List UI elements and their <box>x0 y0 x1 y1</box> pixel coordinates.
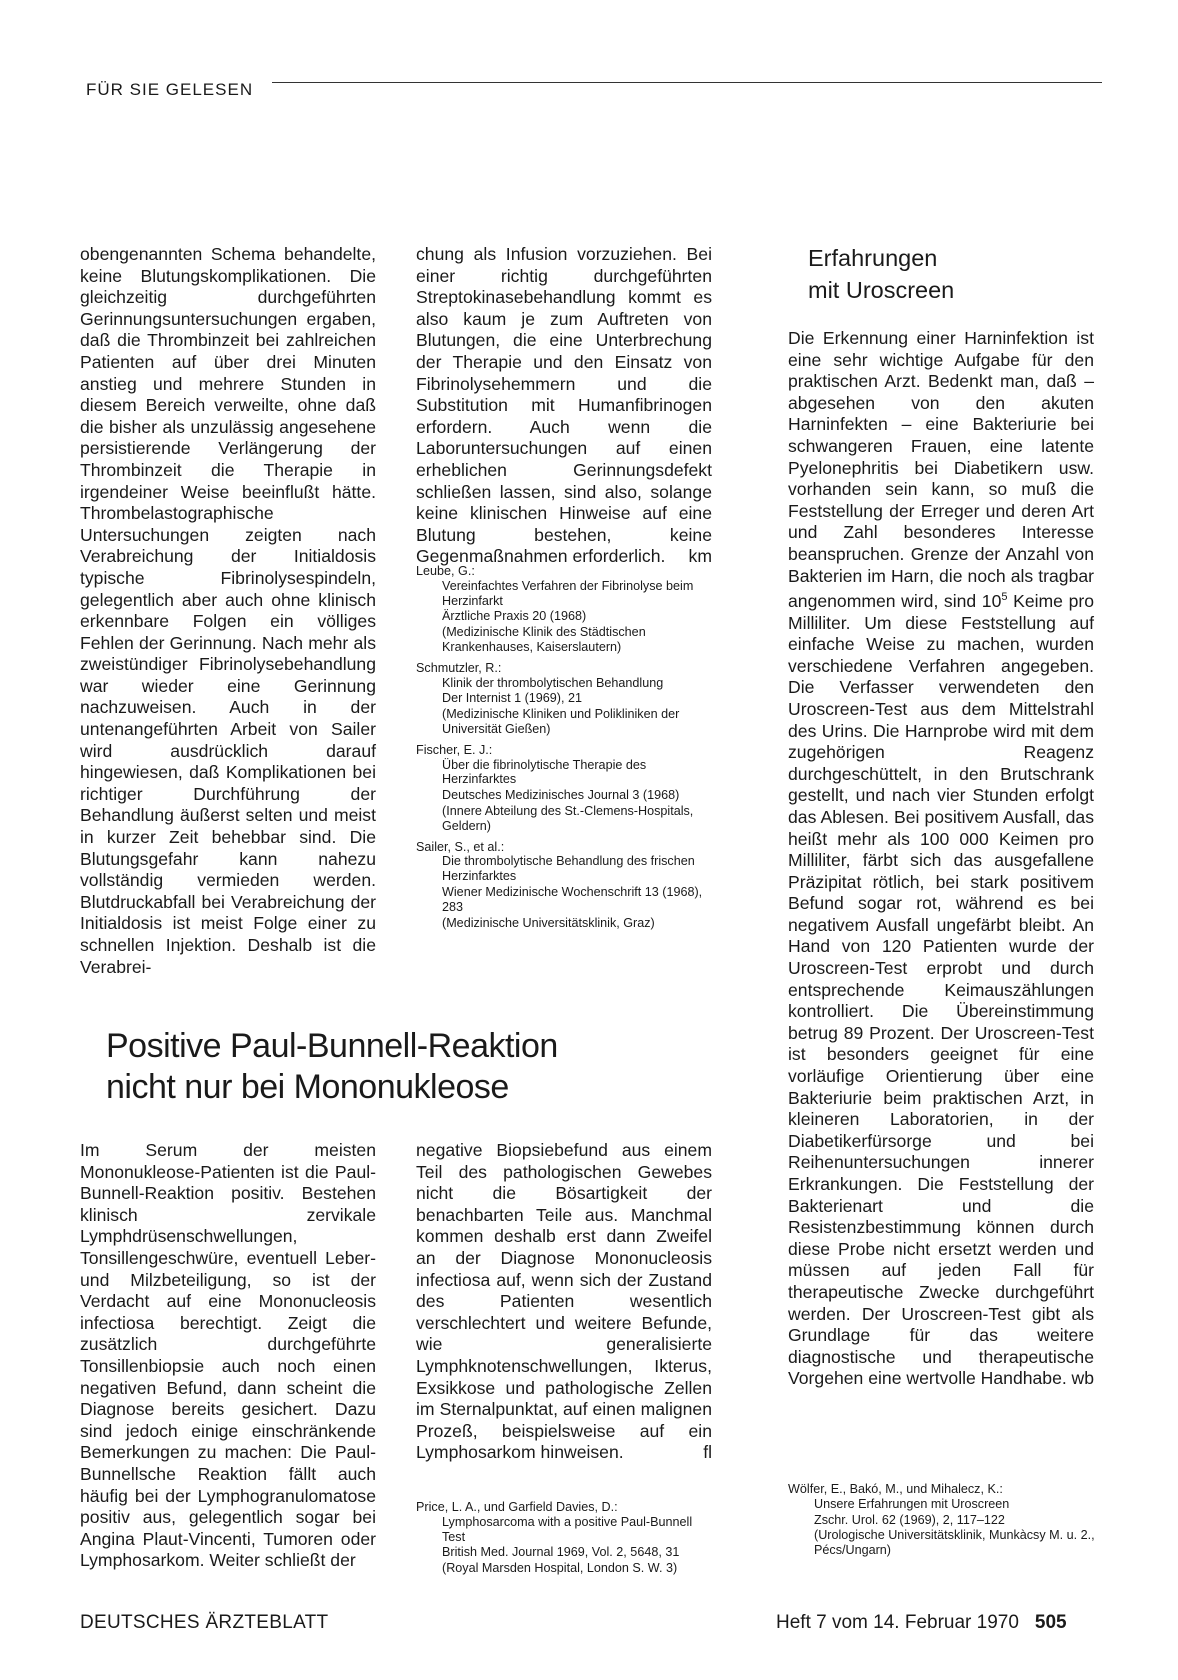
references-list <box>416 564 716 930</box>
author-signature: fl <box>703 1442 712 1463</box>
article-2-title: Positive Paul-Bunnell-Reaktion nicht nur bei Mononukleose <box>106 1027 558 1106</box>
article-2-reference <box>416 1500 716 1576</box>
section-label: FÜR SIE GELESEN <box>86 80 254 99</box>
reference-entry: Leube, G.: Vereinfachtes Verfahren der Fibrinolyse beim Herzinfarkt Ärztliche Praxis 20 (1968) (Medizinische Klinik des Städtischen Krankenhauses, Kaiserslautern) <box>416 564 694 654</box>
reference-entry: Schmutzler, R.: Klinik der thrombolytischen Behandlung Der Internist 1 (1969), 21 (Medizinische Kliniken und Polikliniken der Universität Gießen) <box>416 660 680 736</box>
article-2-column-1 <box>80 1140 376 1572</box>
body-text: Die Erkennung einer Harninfektion ist eine sehr wichtige Aufgabe für den praktischen Arzt. Bedenkt man, daß – abgesehen von den akuten Harninfekten – eine Bakteriurie bei schwangeren Frauen, eine latente Pyelonephritis bei Diabetikern usw. vorhanden sein kann, so muß die Feststellung der Erreger und deren Art und Zahl besonderes Interesse beanspruchen. Grenze der Anzahl von Bakterien im Harn, die noch als tragbar angenommen wird, sind $10^5$ Keime pro Milliliter. Um diese Feststellung auf einfache Weise zu machen, wurden verschiedene Verfahren angegeben. Die Verfasser verwendeten den Uroscreen-Test aus dem Mittelstrahl des Urins. Die Harnprobe wird mit dem zugehörigen Reagenz durchgeschüttelt, in den Brutschrank gestellt, und nach vier Stunden erfolgt das Ablesen. Bei positivem Ausfall, das heißt mehr als 100 000 Keimen pro Milliliter, färbt sich das ausgefallene Präzipitat rötlich, bei stark positivem Befund sogar rot, während es bei negativem Ausfall ungefärbt bleibt. An Hand von 120 Patienten wurde der Uroscreen-Test erprobt und durch entsprechende Keimauszählungen kontrolliert. Die Übereinstimmung betrug 89 Prozent. Der Uroscreen-Test ist besonders geeignet für eine vorläufige Orientierung über eine Bakteriurie beim praktischen Arzt, in kleineren Laboratorien, in der Diabetikerfürsorge und bei Reihenuntersuchungen innerer Erkrankungen. Die Feststellung der Bakterienart und die Resistenzbestimmung können durch diese Probe nicht ersetzt werden und müssen auf jeden Fall für therapeutische Zwecke durchgeführt werden. Der Uroscreen-Test gibt als Grundlage für das weitere diagnostische und therapeutische Vorgehen eine wertvolle Handhabe. wb <box>788 328 1094 1389</box>
reference-entry: Fischer, E. J.: Über die fibrinolytische Therapie des Herzinfarktes Deutsches Medizinisches Journal 3 (1968) (Innere Abteilung des St.-Clemens-Hospitals, Geldern) <box>416 742 694 833</box>
author-signature: wb <box>1071 1368 1094 1389</box>
header-rule <box>272 82 1102 83</box>
article-3-reference <box>788 1482 1098 1558</box>
body-text: obengenannten Schema behandelte, keine Blutungskomplikationen. Die gleichzeitig durchgeführten Gerinnungsuntersuchungen ergaben, daß die Thrombinzeit bei zahlreichen Patienten auf über drei Minuten anstieg und mehrere Stunden in diesem Bereich verweilte, ohne daß die bisher als unzulässig angesehene persistierende Verlängerung der Thrombinzeit die Therapie in irgendeiner Weise beeinflußt hätte. Thrombelastographische Untersuchungen zeigten nach Verabreichung der Initialdosis typische Fibrinolysespindeln, gelegentlich aber auch ohne klinisch erkennbare Folgen ein völliges Fehlen der Gerinnung. Nach mehr als zweistündiger Fibrinolysebehandlung war wieder eine Gerinnung nachzuweisen. Auch in der untenangeführten Arbeit von Sailer wird ausdrücklich darauf hingewiesen, daß Komplikationen bei richtiger Durchführung der Behandlung äußerst selten und meist in kurzer Zeit behebbar sind. Die Blutungsgefahr kann nahezu vollständig vermieden werden. Blutdruckabfall bei Verabreichung der Initialdosis ist meist Folge einer zu schnellen Injektion. Deshalb ist die Verabrei- <box>80 244 376 977</box>
journal-name: DEUTSCHES ÄRZTEBLATT <box>80 1612 329 1633</box>
body-text: Im Serum der meisten Mononukleose-Patienten ist die Paul-Bunnell-Reaktion positiv. Bestehen klinisch zervikale Lymphdrüsenschwellungen, Tonsillengeschwüre, eventuell Leber- und Milzbeteiligung, so ist der Verdacht auf eine Mononucleosis infectiosa berechtigt. Zeigt die zusätzlich durchgeführte Tonsillenbiopsie auch noch einen negativen Befund, dann scheint die Diagnose bereits gesichert. Dazu sind jedoch einige einschränkende Bemerkungen zu machen: Die Paul-Bunnellsche Reaktion fällt auch häufig bei der Lymphogranulomatose positiv aus, gelegentlich sogar bei Angina Plaut-Vincenti, Tumoren oder Lymphosarkom. Weiter schließt der <box>80 1140 376 1571</box>
reference-entry: Sailer, S., et al.: Die thrombolytische Behandlung des frischen Herzinfarktes Wiener Medizinische Wochenschrift 13 (1968), 283 (Medizinische Universitätsklinik, Graz) <box>416 839 703 930</box>
body-text: chung als Infusion vorzuziehen. Bei einer richtig durchgeführten Streptokinasebehandlung kommt es also kaum je zum Auftreten von Blutungen, die eine Unterbrechung der Therapie und den Einsatz von Fibrinolysehemmern und die Substitution mit Humanfibrinogen erfordern. Auch wenn die Laboruntersuchungen auf einen erheblichen Gerinnungsdefekt schließen lassen, sind also, solange keine klinischen Hinweise auf eine Blutung bestehen, keine Gegenmaßnahmen erforderlich. km <box>416 244 712 567</box>
article-3-title: Erfahrungen mit Uroscreen <box>808 245 955 303</box>
page-number: 505 <box>1034 1612 1067 1633</box>
body-text: negative Biopsiebefund aus einem Teil des pathologischen Gewebes nicht die Bösartigkeit der benachbarten Teile aus. Manchmal kommen deshalb erst dann Zweifel an der Diagnose Mononucleosis infectiosa auf, wenn sich der Zustand des Patienten wesentlich verschlechtert und weitere Befunde, wie generalisierte Lymphknotenschwellungen, Ikterus, Exsikkose und pathologische Zellen im Sternalpunktat, auf einen malignen Prozeß, beispielsweise auf ein Lymphosarkom hinweisen. fl <box>416 1140 712 1463</box>
column-1-top <box>80 244 376 978</box>
issue-date: Heft 7 vom 14. Februar 1970 <box>776 1612 1019 1633</box>
issue-info <box>776 1612 1067 1634</box>
reference-entry: Price, L. A., und Garfield Davies, D.: Lymphosarcoma with a positive Paul-Bunnell Test British Med. Journal 1969, Vol. 2, 5648, 31 (Royal Marsden Hospital, London S. W. 3) <box>416 1500 693 1576</box>
column-2-top <box>416 244 712 568</box>
article-2-column-2 <box>416 1140 712 1464</box>
exponent: 5 <box>1001 591 1008 604</box>
author-signature: km <box>688 546 712 567</box>
article-3-column <box>788 328 1094 1390</box>
reference-entry: Wölfer, E., Bakó, M., und Mihalecz, K.: Unsere Erfahrungen mit Uroscreen Zschr. Urol. 62 (1969), 2, 117–122 (Urologische Universitätsklinik, Munkàcsy M. u. 2., Pécs/Ungarn) <box>788 1482 1095 1558</box>
